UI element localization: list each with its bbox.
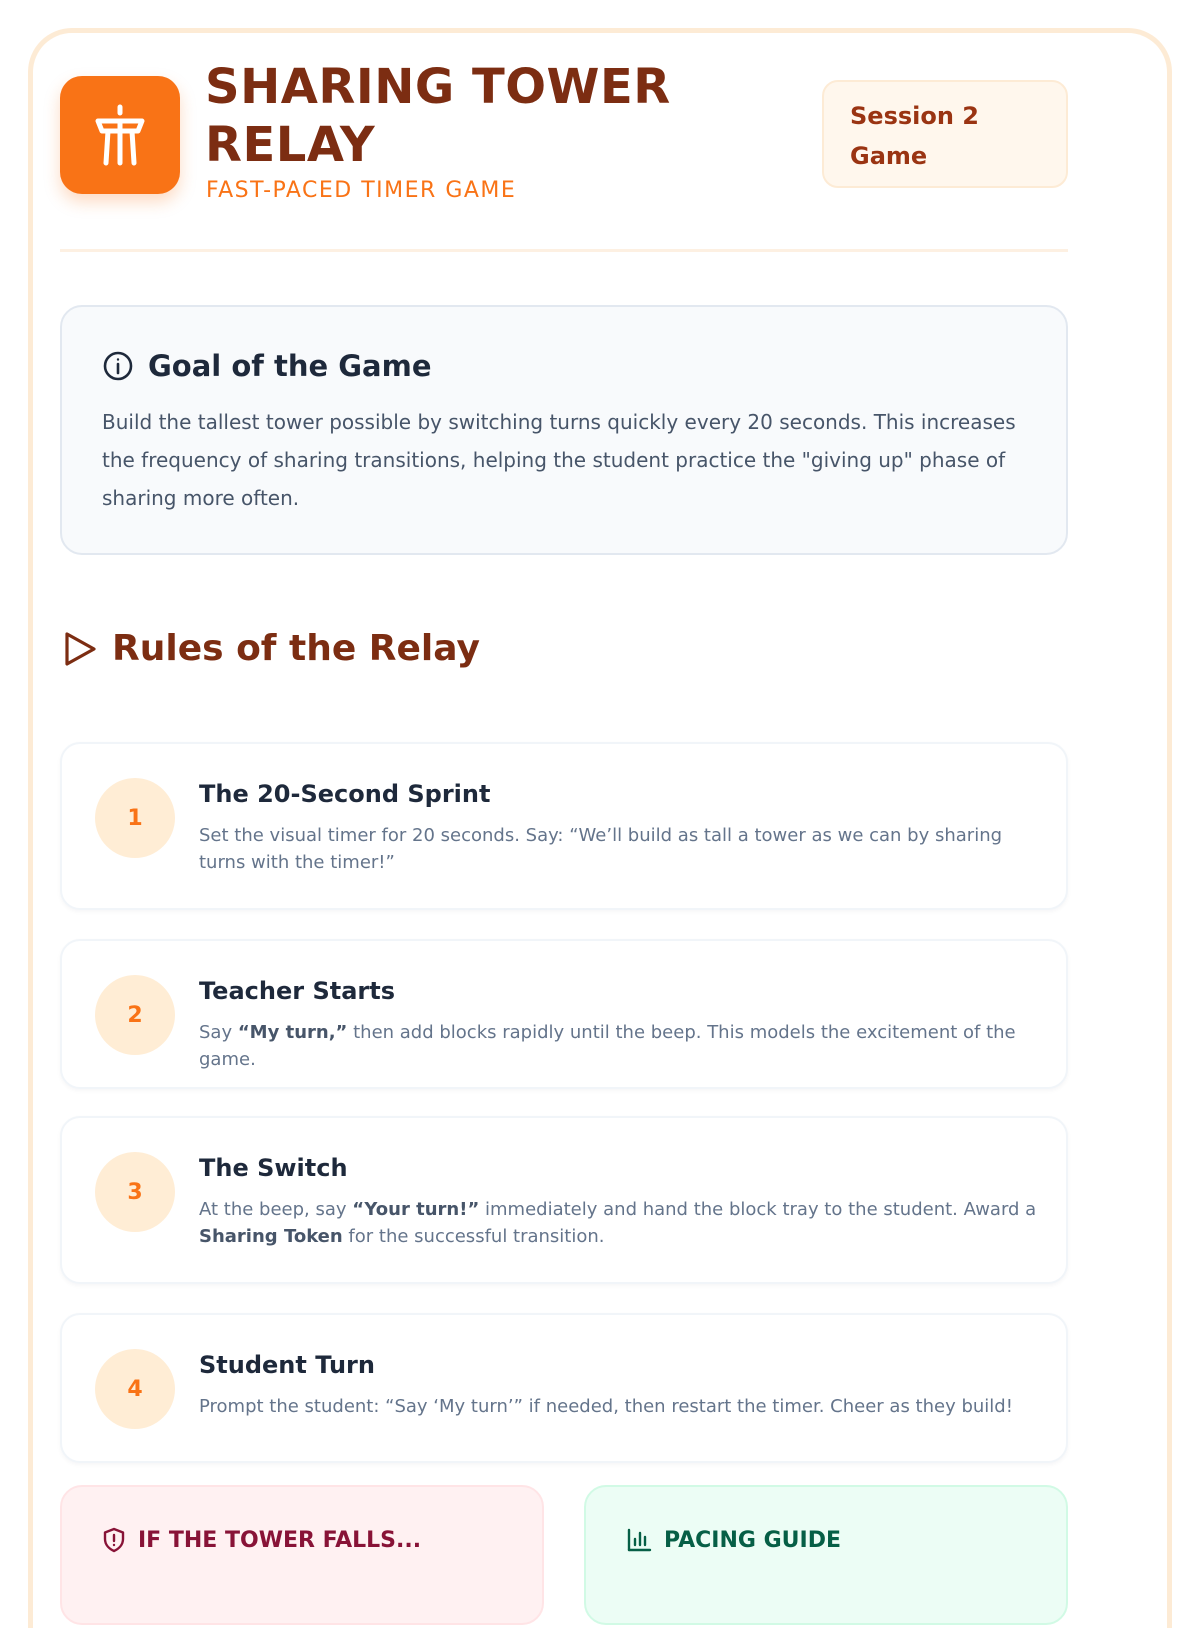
rule-title: Student Turn <box>199 1351 375 1379</box>
rules-title: Rules of the Relay <box>112 628 480 669</box>
header-divider <box>60 249 1068 252</box>
rule-card <box>60 742 1068 910</box>
rule-text: Prompt the student: “Say ‘My turn’” if needed, then restart the timer. Cheer as they build! <box>199 1396 1013 1417</box>
rule-text: At the beep, say “Your turn!” immediately and hand the block tray to the student. Award a Sharing Token for the successful transition. <box>199 1199 1037 1247</box>
goal-text: Build the tallest tower possible by switching turns quickly every 20 seconds. This increases the frequency of sharing transitions, helping the student practice the "giving up" phase of sharing more often. <box>102 410 1016 510</box>
rule-card <box>60 939 1068 1089</box>
rule-title: The 20-Second Sprint <box>199 780 491 808</box>
goal-title: Goal of the Game <box>148 349 432 383</box>
goal-section <box>60 305 1068 555</box>
page-subtitle: FAST-PACED TIMER GAME <box>206 178 517 203</box>
rule-number: 1 <box>95 778 175 858</box>
rule-number: 3 <box>95 1152 175 1232</box>
pacing-guide-title: PACING GUIDE <box>664 1527 841 1553</box>
info-icon <box>102 350 134 382</box>
pacing-guide-card <box>584 1485 1068 1625</box>
game-logo <box>60 76 180 194</box>
page-title: SHARING TOWER RELAY <box>205 59 671 173</box>
session-badge: Session 2 Game <box>822 80 1068 188</box>
rule-number: 2 <box>95 975 175 1055</box>
play-icon <box>62 630 98 668</box>
rule-number: 4 <box>95 1349 175 1429</box>
bar-chart-icon <box>626 1527 652 1553</box>
rule-title: Teacher Starts <box>199 977 395 1005</box>
rule-title: The Switch <box>199 1154 348 1182</box>
rule-text: Say “My turn,” then add blocks rapidly until the beep. This models the excitement of the game. <box>199 1022 1016 1070</box>
rule-card <box>60 1313 1068 1463</box>
shield-alert-icon <box>102 1527 126 1553</box>
rule-card <box>60 1116 1068 1284</box>
tower-icon <box>92 103 148 167</box>
tower-falls-title: IF THE TOWER FALLS... <box>138 1527 422 1553</box>
tower-falls-card <box>60 1485 544 1625</box>
rule-text: Set the visual timer for 20 seconds. Say: “We’ll build as tall a tower as we can by sharing turns with the timer!” <box>199 825 1003 873</box>
